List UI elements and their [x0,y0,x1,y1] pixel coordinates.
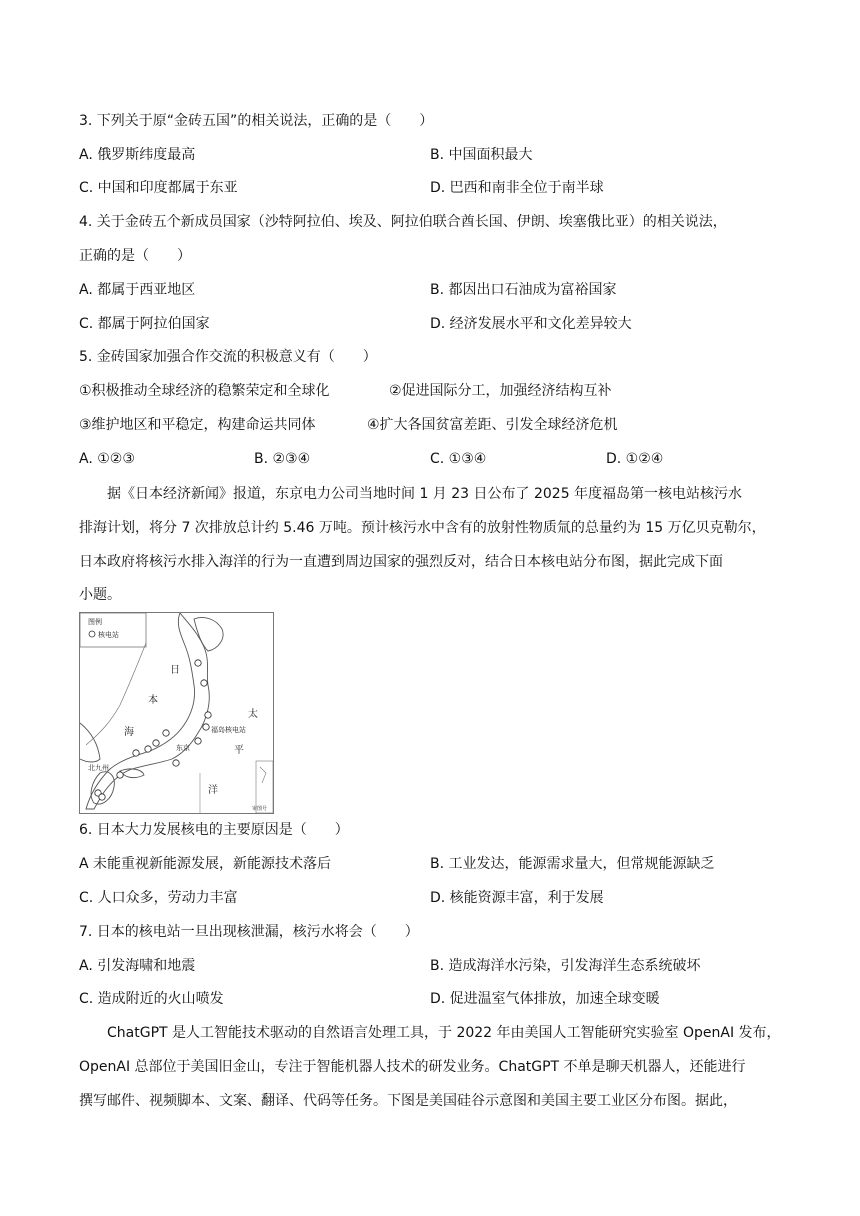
passage1-line2: 排海计划，将分 7 次排放总计约 5.46 万吨。预计核污水中含有的放射性物质氚的总量约为 15 万亿贝克勒尔， [79,520,766,536]
passage1-line3: 日本政府将核污水排入海洋的行为一直遭到周边国家的强烈反对，结合日本核电站分布图，据此完成下面 [79,554,723,570]
q4-stem-line2: 正确的是（ ） [79,248,191,264]
nuclear-plant-icon [163,730,169,736]
map-label-tai: 太 [248,709,258,720]
q6-option-b: B. 工业发达，能源需求量大，但常规能源缺乏 [430,856,715,872]
q7-option-c: C. 造成附近的火山喷发 [79,991,224,1007]
q5-option-c: C. ①③④ [430,451,487,467]
nuclear-plant-icon [201,680,207,686]
q3-option-d: D. 巴西和南非全位于南半球 [430,180,604,196]
inset-islands [260,767,266,783]
q6-option-a: A 未能重视新能源发展，新能源技术落后 [79,856,332,872]
q5-item-4: ④扩大各国贫富差距、引发全球经济危机 [367,417,618,433]
map-label-ping: 平 [234,745,244,756]
q4-stem-line1: 4. 关于金砖五个新成员国家（沙特阿拉伯、埃及、阿拉伯联合酋长国、伊朗、埃塞俄比亚）的相关说法， [79,214,727,230]
q5-option-a: A. ①②③ [79,451,135,467]
q5-option-b: B. ②③④ [254,451,311,467]
q6-option-d: D. 核能资源丰富，利于发展 [430,890,604,906]
q5-stem: 5. 金砖国家加强合作交流的积极意义有（ ） [79,349,377,365]
map-label-yang: 洋 [208,785,218,796]
q7-option-b: B. 造成海洋水污染，引发海洋生态系统破坏 [430,958,701,974]
map-label-ben: 本 [148,695,158,706]
q4-option-d: D. 经济发展水平和文化差异较大 [430,316,632,332]
q4-option-b: B. 都因出口石油成为富裕国家 [430,282,617,298]
q6-stem: 6. 日本大力发展核电的主要原因是（ ） [79,822,349,838]
japan-nuclear-map [79,612,274,814]
nuclear-plant-icon [173,760,179,766]
passage2-line1: ChatGPT 是人工智能技术驱动的自然语言处理工具，于 2022 年由美国人工智能研究实验室 OpenAI 发布， [107,1025,781,1041]
q3-stem: 3. 下列关于原“金砖五国”的相关说法，正确的是（ ） [79,113,434,129]
continent-coastline [86,643,146,745]
nuclear-plant-icon [117,772,123,778]
q6-option-c: C. 人口众多，劳动力丰富 [79,890,238,906]
japan-map-svg [80,613,273,813]
hokkaido-coastline [194,617,223,651]
q7-option-a: A. 引发海啸和地震 [79,958,196,974]
q7-stem: 7. 日本的核电站一旦出现核泄漏，核污水将会（ ） [79,924,419,940]
map-label-kitakyushu: 北九州 [88,764,109,772]
map-label-tokyo: 东京 [176,744,190,752]
q5-option-d: D. ①②④ [606,451,664,467]
passage1-line4: 小题。 [79,587,121,603]
q3-option-a: A. 俄罗斯纬度最高 [79,147,196,163]
map-label-corner: 审图号 [252,806,268,812]
q5-item-1: ①积极推动全球经济的稳繁荣定和全球化 [79,383,330,399]
nuclear-plant-icon [99,794,105,800]
passage2-line2: OpenAI 总部位于美国旧金山，专注于智能机器人技术的研发业务。ChatGPT 不单是聊天机器人，还能进行 [79,1059,746,1075]
map-label-hai: 海 [124,727,134,738]
map-label-fukushima: 福岛核电站 [211,726,246,734]
nuclear-plant-icon [203,724,209,730]
q5-item-3: ③维护地区和平稳定，构建命运共同体 [79,417,316,433]
map-legend-item: 核电站 [98,631,119,639]
nuclear-plant-icon [195,738,201,744]
q3-option-b: B. 中国面积最大 [430,147,533,163]
nuclear-plant-icon [145,746,151,752]
passage1-line1: 据《日本经济新闻》报道，东京电力公司当地时间 1 月 23 日公布了 2025 年度福岛第一核电站核污水 [107,486,743,502]
nuclear-plant-icon [153,740,159,746]
q4-option-a: A. 都属于西亚地区 [79,282,196,298]
map-legend-title: 图例 [88,618,102,626]
nuclear-plant-icon [195,660,201,666]
nuclear-plant-icon [205,712,211,718]
q7-option-d: D. 促进温室气体排放，加速全球变暖 [430,991,660,1007]
q3-option-c: C. 中国和印度都属于东亚 [79,180,238,196]
q4-option-c: C. 都属于阿拉伯国家 [79,316,210,332]
passage2-line3: 撰写邮件、视频脚本、文案、翻译、代码等任务。下图是美国硅谷示意图和美国主要工业区分布图。据此， [79,1093,737,1109]
korea-coastline [80,723,100,762]
map-label-ri: 日 [170,665,180,676]
q5-item-2: ②促进国际分工，加强经济结构互补 [389,383,612,399]
nuclear-plant-icon [133,750,139,756]
